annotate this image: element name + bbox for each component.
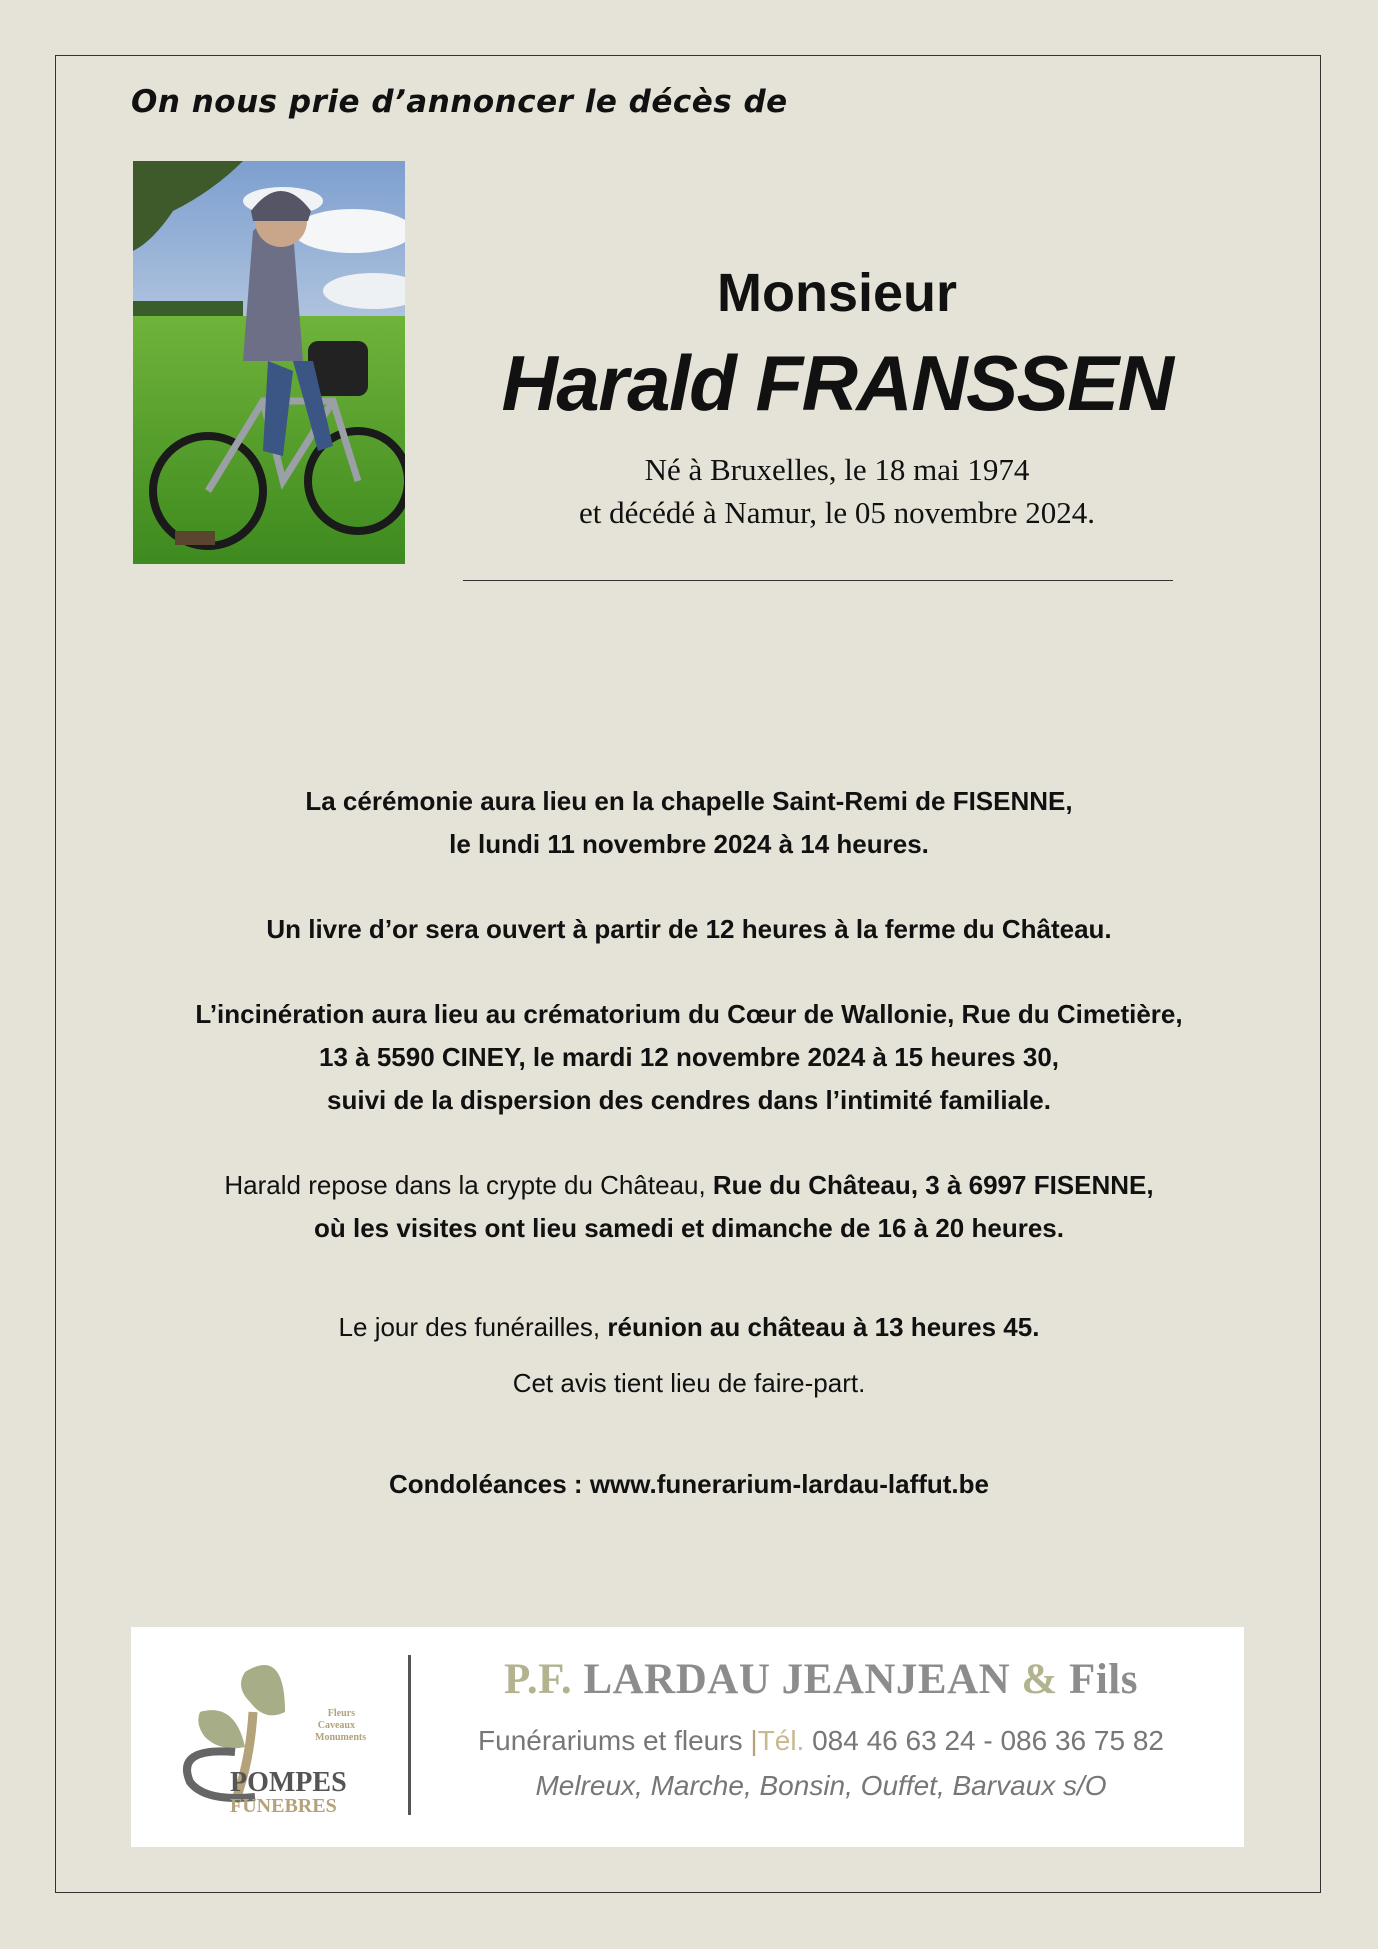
deceased-name: Harald FRANSSEN (501, 339, 1173, 427)
cremation-line-1: L’incinération aura lieu au crématorium du Cœur de Wallonie, Rue du Cimetière, (195, 999, 1183, 1029)
logo-funebres: FUNEBRES (230, 1795, 337, 1817)
funeral-day-meeting: réunion au château à 13 heures 45. (607, 1312, 1040, 1342)
rest-address: Rue du Château, 3 à 6997 FISENNE, (712, 1170, 1154, 1200)
rest-prefix: Harald repose dans la crypte du Château, (224, 1170, 713, 1200)
portrait-photo (133, 161, 405, 564)
logo-pompes: POMPES (230, 1767, 347, 1798)
funeral-home-banner (131, 1627, 1244, 1847)
intro-text: On nous prie d’annoncer le décès de (131, 84, 788, 120)
birth-line: Né à Bruxelles, le 18 mai 1974 (644, 452, 1030, 487)
logo-small-3: Monuments (315, 1732, 367, 1743)
funeral-home-logo (175, 1652, 367, 1822)
birth-death-dates (463, 448, 1211, 534)
company-label: LARDAU JEANJEAN (583, 1656, 1011, 1703)
announcement-body (100, 780, 1278, 1506)
guestbook-line: Un livre d’or sera ouvert à partir de 12 heures à la ferme du Château. (266, 914, 1112, 944)
separator: | (750, 1725, 758, 1756)
logo-small-text (315, 1708, 367, 1744)
pf-label: P.F. (504, 1656, 573, 1703)
condolences-line: Condoléances : www.funerarium-lardau-laffut.be (389, 1469, 989, 1499)
honorific: Monsieur (716, 263, 958, 323)
rest-line-1 (100, 1164, 1278, 1207)
company-name (431, 1655, 1211, 1704)
notice-line: Cet avis tient lieu de faire-part. (512, 1368, 866, 1398)
portrait-photo-cyclist-icon (133, 161, 405, 564)
cremation-line-3: suivi de la dispersion des cendres dans l’intimité familiale. (327, 1085, 1051, 1115)
services-label: Funérariums et fleurs (478, 1725, 743, 1756)
logo-small-1: Fleurs (327, 1708, 355, 1719)
locations-line: Melreux, Marche, Bonsin, Ouffet, Barvaux s/O (535, 1770, 1107, 1801)
ceremony-line-1: La cérémonie aura lieu en la chapelle Saint-Remi de FISENNE, (305, 786, 1073, 816)
death-line: et décédé à Namur, le 05 novembre 2024. (578, 495, 1096, 530)
tel-label: Tél. (757, 1725, 805, 1756)
ampersand: & (1021, 1656, 1058, 1703)
footer-divider (408, 1655, 411, 1815)
ceremony-line-2: le lundi 11 novembre 2024 à 14 heures. (449, 829, 929, 859)
rest-line-2: où les visites ont lieu samedi et dimanche de 16 à 20 heures. (314, 1213, 1064, 1243)
funeral-day-prefix: Le jour des funérailles, (338, 1312, 608, 1342)
funeral-day-line (100, 1306, 1278, 1349)
fils-label: Fils (1069, 1656, 1138, 1703)
divider (463, 580, 1173, 581)
logo-small-2: Caveaux (317, 1720, 355, 1731)
phone-numbers: 084 46 63 24 - 086 36 75 82 (812, 1725, 1164, 1756)
cremation-line-2: 13 à 5590 CINEY, le mardi 12 novembre 2024 à 15 heures 30, (319, 1042, 1059, 1072)
contact-line (431, 1725, 1211, 1757)
